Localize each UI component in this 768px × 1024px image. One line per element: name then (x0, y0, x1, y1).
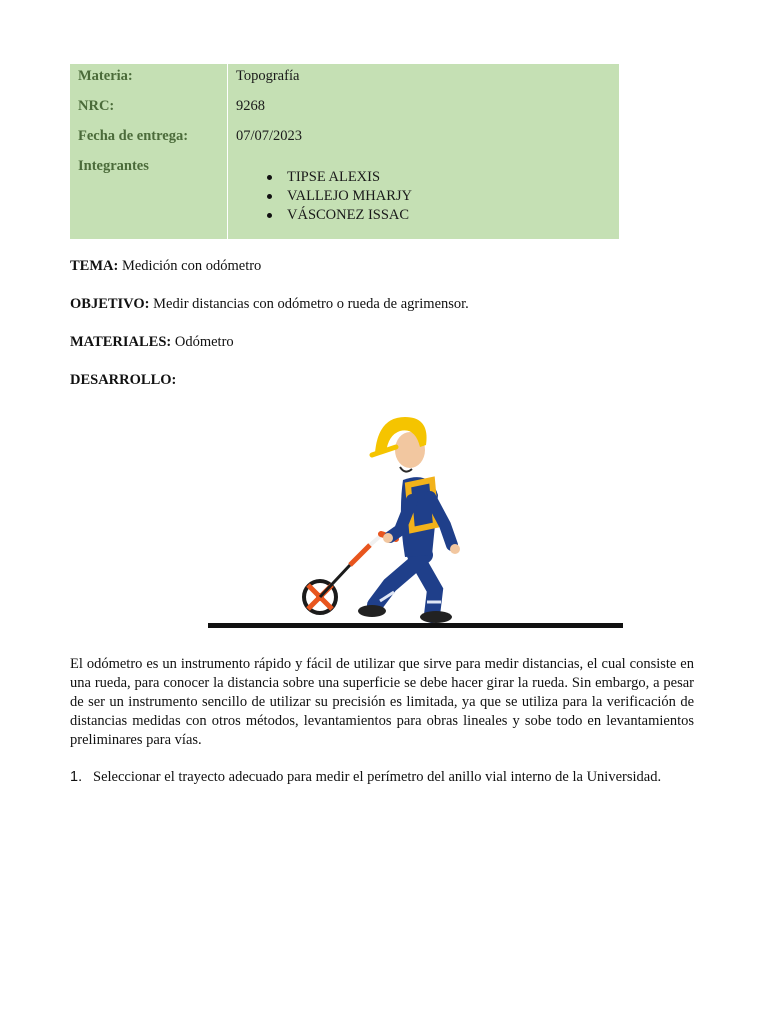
surveyor-odometer-illustration (200, 405, 630, 630)
fecha-label: Fecha de entrega: (78, 128, 189, 144)
nrc-label: NRC: (78, 98, 115, 114)
info-values-cell (228, 64, 620, 239)
info-labels-cell (70, 64, 228, 239)
tema-label: TEMA: (70, 258, 119, 274)
desarrollo-line (70, 371, 176, 390)
ground-line (208, 623, 623, 628)
members-list (236, 168, 619, 225)
objetivo-line (70, 295, 469, 314)
description-paragraph: El odómetro es un instrumento rápido y fácil de utilizar que sirve para medir distancias, el cual consiste en una rueda, para conocer la distancia sobre una superficie se debe hacer girar la rueda. Sin embargo, a pesar de ser un instrumento sencillo de utilizar su precisión es limitada, ya que se utiliza para la verificación de distancias medidas con otros métodos, levantamientos para obras lineales y sobe todo en levantamientos preliminares para vías. (70, 656, 694, 748)
step-number: 1. (70, 769, 83, 785)
step-text: Seleccionar el trayecto adecuado para medir el perímetro del anillo vial interno de la Universidad. (93, 769, 662, 785)
tema-value: Medición con odómetro (118, 258, 262, 274)
materiales-line (70, 333, 234, 352)
integrantes-label: Integrantes (78, 158, 149, 174)
list-item: VALLEJO MHARJY (236, 187, 619, 206)
nrc-value: 9268 (236, 98, 265, 114)
surveyor-figure (358, 417, 460, 623)
fecha-value: 07/07/2023 (236, 128, 303, 144)
objetivo-label: OBJETIVO: (70, 296, 150, 312)
list-item: TIPSE ALEXIS (236, 168, 619, 187)
materiales-label: MATERIALES: (70, 334, 172, 350)
materiales-value: Odómetro (171, 334, 234, 350)
info-table (70, 64, 619, 239)
tema-line (70, 257, 261, 276)
objetivo-value: Medir distancias con odómetro o rueda de agrimensor. (149, 296, 469, 312)
desarrollo-label: DESARROLLO: (70, 372, 177, 388)
step-item (70, 768, 661, 787)
list-item: VÁSCONEZ ISSAC (236, 206, 619, 225)
materia-value: Topografía (236, 68, 300, 84)
materia-label: Materia: (78, 68, 133, 84)
